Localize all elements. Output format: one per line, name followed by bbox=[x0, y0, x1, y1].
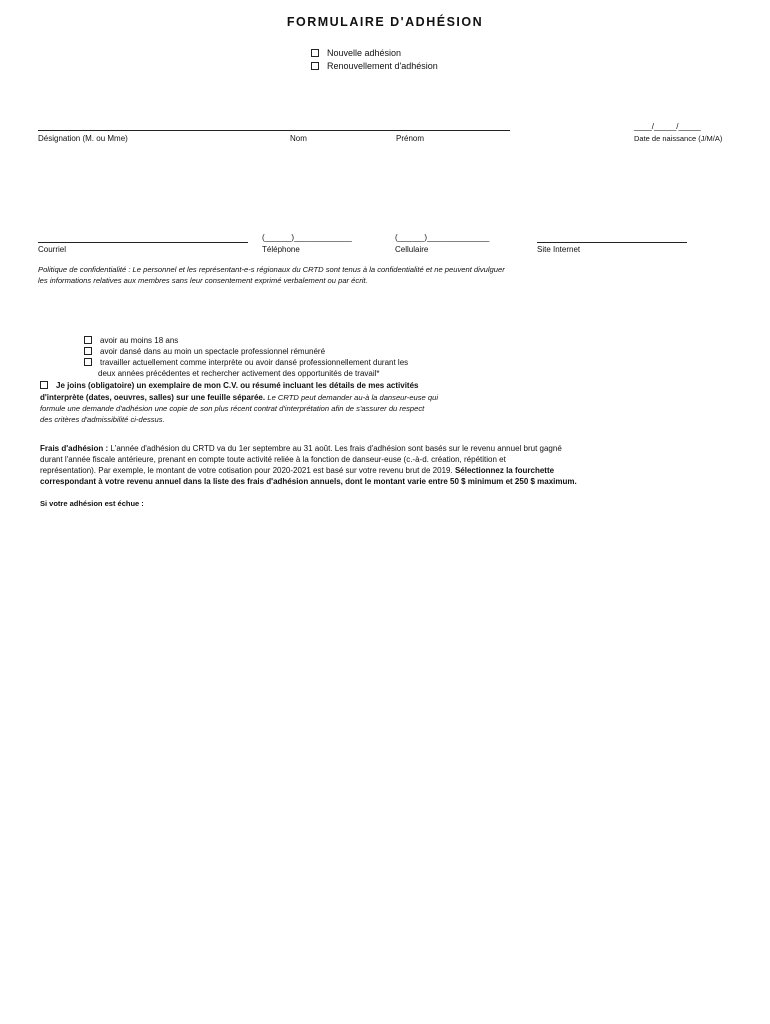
privacy-line-2: les informations relatives aux membres sans leur consentement exprimé verbalement ou par écrit. bbox=[38, 276, 368, 285]
criteria-item[interactable] bbox=[84, 347, 325, 356]
checkbox-icon[interactable] bbox=[84, 347, 92, 355]
echue-heading: Si votre adhésion est échue : bbox=[40, 499, 144, 508]
checkbox-icon[interactable] bbox=[40, 381, 48, 389]
telephone-label: Téléphone bbox=[262, 245, 300, 254]
telephone-field[interactable]: (______)_____________ bbox=[262, 233, 352, 242]
cv-italic-4: des critères d'admissibilité ci-dessus. bbox=[40, 415, 165, 424]
name-line[interactable] bbox=[38, 130, 510, 131]
criteria-item[interactable] bbox=[84, 336, 178, 345]
criteria-label: avoir au moins 18 ans bbox=[100, 336, 179, 345]
option-label: Renouvellement d'adhésion bbox=[327, 61, 438, 71]
prenom-label: Prénom bbox=[396, 134, 425, 143]
frais-line-3 bbox=[40, 466, 554, 475]
cellulaire-field[interactable]: (______)______________ bbox=[395, 233, 490, 242]
frais-line-1 bbox=[40, 444, 562, 453]
cv-line-2 bbox=[40, 393, 438, 402]
page-title: FORMULAIRE D'ADHÉSION bbox=[286, 15, 484, 29]
site-line[interactable] bbox=[537, 242, 687, 243]
cellulaire-label: Cellulaire bbox=[395, 245, 429, 254]
checkbox-icon[interactable] bbox=[311, 49, 319, 57]
frais-bold-4: correspondant à votre revenu annuel dans la liste des frais d'adhésion annuels, dont le montant varie entre 50 $ minimum et 250 $ maximum. bbox=[40, 477, 577, 486]
frais-bold-3: Sélectionnez la fourchette bbox=[454, 466, 555, 475]
designation-label: Désignation (M. ou Mme) bbox=[38, 134, 128, 143]
courriel-line[interactable] bbox=[38, 242, 248, 243]
frais-text-1: L'année d'adhésion du CRTD va du 1er septembre au 31 août. Les frais d'adhésion sont basés sur le revenu annuel brut gagné bbox=[110, 444, 562, 453]
option-label: Nouvelle adhésion bbox=[327, 48, 402, 58]
checkbox-icon[interactable] bbox=[84, 336, 92, 344]
option-new-membership[interactable] bbox=[311, 48, 401, 58]
checkbox-icon[interactable] bbox=[84, 358, 92, 366]
criteria-label: avoir dansé dans au moin un spectacle professionnel rémunéré bbox=[100, 347, 326, 356]
site-label: Site Internet bbox=[537, 245, 581, 254]
criteria-continuation: deux années précédentes et rechercher activement des opportunités de travail* bbox=[98, 369, 380, 378]
frais-line-2: durant l'année fiscale antérieure, prenant en compte toute activité reliée à la fonction de danseur-euse (c.-à-d. création, répétition et bbox=[40, 455, 506, 464]
frais-label: Frais d'adhésion : bbox=[40, 444, 109, 453]
privacy-line-1: Politique de confidentialité : Le personnel et les représentant-e-s régionaux du CRTD sont tenus à la confidentialité et ne peuvent divulguer bbox=[38, 265, 505, 274]
cv-line-1[interactable] bbox=[40, 381, 418, 390]
cv-bold-1: Je joins (obligatoire) un exemplaire de mon C.V. ou résumé incluant les détails de mes activités bbox=[56, 381, 419, 390]
checkbox-icon[interactable] bbox=[311, 62, 319, 70]
frais-line-4 bbox=[40, 477, 577, 486]
nom-label: Nom bbox=[290, 134, 307, 143]
criteria-label: travailler actuellement comme interprète ou avoir dansé professionnellement durant les bbox=[100, 358, 409, 367]
cv-bold-2: d'interprète (dates, oeuvres, salles) sur une feuille séparée. bbox=[40, 393, 266, 402]
criteria-item[interactable] bbox=[84, 358, 408, 367]
dob-label: Date de naissance (J/M/A) bbox=[634, 134, 723, 143]
option-renewal[interactable] bbox=[311, 61, 438, 71]
cv-italic-2: Le CRTD peut demander au-à la danseur-euse qui bbox=[267, 393, 439, 402]
cv-italic-3: formule une demande d'adhésion une copie de son plus récent contrat d'interprétation afin de s'assurer du respect bbox=[40, 404, 425, 413]
courriel-label: Courriel bbox=[38, 245, 67, 254]
dob-field[interactable]: ____/_____/_____ bbox=[634, 122, 701, 131]
frais-text-3: représentation). Par exemple, le montant de votre cotisation pour 2020-2021 est basé sur votre revenu brut de 2019. bbox=[40, 466, 453, 475]
